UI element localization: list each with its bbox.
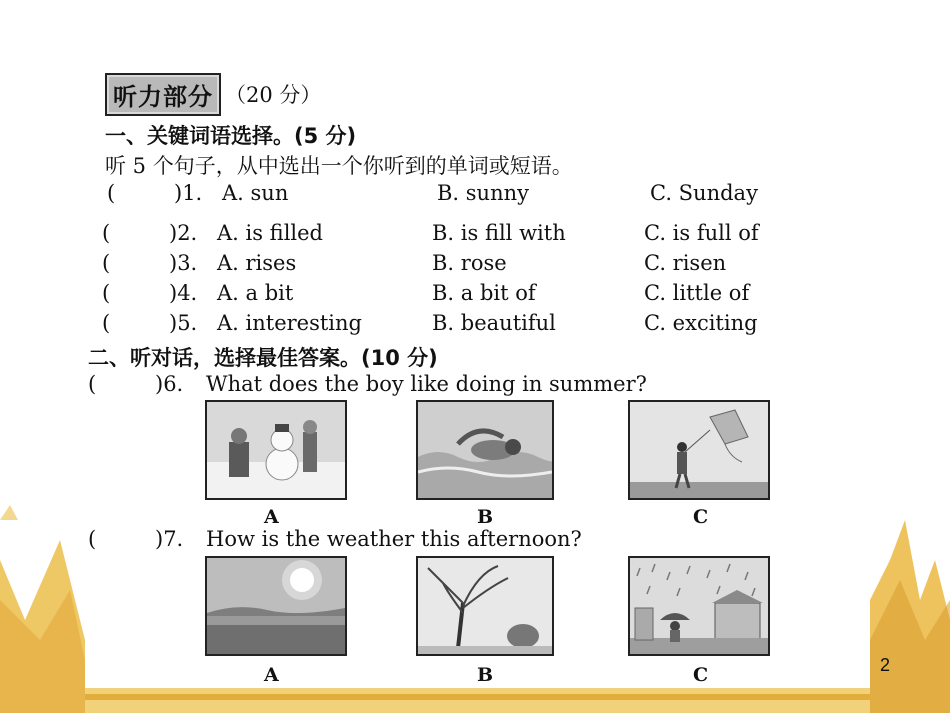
- question-text: How is the weather this afternoon?: [206, 527, 582, 551]
- option-b: B. a bit of: [432, 281, 536, 305]
- answer-bracket[interactable]: (: [102, 281, 111, 305]
- answer-bracket[interactable]: (: [102, 311, 111, 335]
- question-text: What does the boy like doing in summer?: [206, 372, 647, 396]
- option-a: A. is filled: [217, 221, 323, 245]
- answer-bracket[interactable]: (: [88, 527, 97, 551]
- option-b: B. rose: [432, 251, 507, 275]
- answer-bracket[interactable]: (: [102, 251, 111, 275]
- part2-heading: 二、听对话，选择最佳答案。(10 分): [88, 346, 438, 370]
- option-b: B. sunny: [437, 181, 529, 205]
- option-c: C. is full of: [644, 221, 759, 245]
- question-number: )3.: [169, 251, 198, 275]
- question-number: )5.: [169, 311, 198, 335]
- kite-picture[interactable]: [628, 400, 770, 500]
- swimmer-picture[interactable]: [416, 400, 554, 500]
- option-label-b: B: [477, 664, 494, 686]
- option-a: A. rises: [217, 251, 297, 275]
- sunny-sea-picture[interactable]: [205, 556, 347, 656]
- option-a: A. interesting: [217, 311, 362, 335]
- option-b: B. is fill with: [432, 221, 566, 245]
- option-a: A. a bit: [217, 281, 294, 305]
- option-b: B. beautiful: [432, 311, 556, 335]
- listening-section-header: [105, 75, 321, 113]
- page-number: 2: [880, 655, 891, 675]
- option-c: C. exciting: [644, 311, 758, 335]
- windy-tree-picture[interactable]: [416, 556, 554, 656]
- snowman-picture[interactable]: [205, 400, 347, 500]
- option-label-c: C: [693, 506, 709, 528]
- option-a: A. sun: [222, 181, 289, 205]
- option-label-b: B: [477, 506, 494, 528]
- question-number: )4.: [169, 281, 198, 305]
- rainy-street-picture[interactable]: [628, 556, 770, 656]
- question-number: )7.: [155, 527, 184, 551]
- question-number: )6.: [155, 372, 184, 396]
- question-number: )1.: [174, 181, 203, 205]
- question-number: )2.: [169, 221, 198, 245]
- part1-heading: 一、关键词语选择。(5 分): [105, 124, 357, 148]
- option-label-c: C: [693, 664, 709, 686]
- section-score: （20 分）: [225, 83, 322, 107]
- part1-instruction: 听 5 个句子，从中选出一个你听到的单词或短语。: [105, 154, 573, 178]
- option-c: C. Sunday: [650, 181, 758, 205]
- option-c: C. little of: [644, 281, 750, 305]
- option-label-a: A: [264, 664, 279, 686]
- section-title-box: 听力部分: [105, 73, 221, 116]
- answer-bracket[interactable]: (: [88, 372, 97, 396]
- answer-bracket[interactable]: (: [102, 221, 111, 245]
- option-label-a: A: [264, 506, 279, 528]
- option-c: C. risen: [644, 251, 727, 275]
- answer-bracket[interactable]: (: [107, 181, 116, 205]
